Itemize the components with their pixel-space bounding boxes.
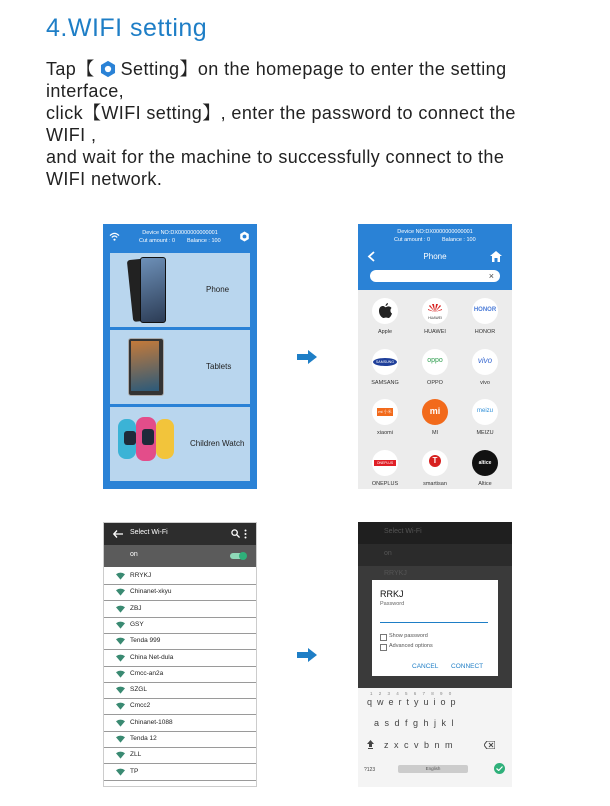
wifi-toggle[interactable] [230,553,246,559]
vivo-logo-icon: vivo [472,349,498,375]
wifi-status: on [130,551,138,558]
search-input[interactable] [370,270,500,282]
brand-name: OPPO [427,380,443,386]
wifi-signal-icon [116,719,125,727]
instruction-part: Tap【 [46,59,95,79]
wifi-network-row[interactable] [104,682,256,699]
wifi-network-name: TP [130,767,139,775]
wifi-network-row[interactable] [104,568,256,585]
brand-item[interactable] [415,298,455,335]
password-input[interactable] [380,610,488,623]
instruction-line-1 [46,58,586,80]
wifi-signal-icon [116,605,125,613]
screen-title: Phone [423,252,447,261]
wifi-signal-icon [116,637,125,645]
gear-icon [99,60,117,78]
wifi-signal-icon [116,702,125,710]
brand-name: smartisan [423,481,447,487]
category-card-tablets[interactable] [110,330,250,404]
wifi-signal-icon [116,588,125,596]
category-label: Children Watch [190,439,245,448]
huawei-logo-icon [422,298,448,324]
home-screen [103,224,257,489]
advanced-options-checkbox[interactable] [380,644,387,651]
show-password-checkbox[interactable] [380,634,387,641]
wifi-signal-icon [116,654,125,662]
password-dialog [372,580,498,676]
wifi-signal-icon [116,686,125,694]
tablet-screen [131,341,159,391]
wifi-network-name: Tenda 12 [130,735,157,742]
brand-item[interactable] [365,298,405,335]
arrow-right-icon [297,350,317,364]
clear-icon[interactable]: × [488,271,494,281]
wifi-network-row[interactable] [104,747,256,764]
more-menu-icon[interactable] [244,529,247,539]
wifi-network-name: ZBJ [130,604,142,612]
dim-network: RRYKJ [384,570,407,577]
device-number: Device NO:DX0000000000001 [397,229,473,235]
wifi-network-name: Tenda 999 [130,637,161,645]
cut-amount: Cut amount : 0 [139,238,176,244]
oppo-logo-icon: oppo [422,349,448,375]
backspace-icon[interactable] [484,741,495,749]
enter-key[interactable] [494,763,505,774]
search-icon[interactable] [231,529,240,538]
connect-button[interactable]: CONNECT [451,663,484,670]
brand-name: ONEPLUS [371,481,399,487]
brand-name: vivo [480,380,490,386]
meizu-logo-icon: meizu [472,399,498,425]
dim-status: on [384,550,392,557]
instruction-text [46,58,586,190]
samsung-logo-icon: SAMSUNG [372,349,398,375]
keyboard [358,688,512,787]
wifi-network-row[interactable] [104,698,256,715]
status-header [103,224,257,250]
wifi-signal-icon [116,621,125,629]
instruction-line-2: interface, [46,81,125,101]
apple-logo-icon [372,298,398,324]
instruction-line-3: click【WIFI setting】, enter the password to connect the [46,103,516,123]
brand-name: xiaomi [377,430,393,436]
page-title: 4.WIFI setting [46,14,208,42]
wifi-network-name: RRYKJ [130,572,152,579]
show-password-label: Show password [389,633,428,639]
watch-face [142,429,154,445]
home-icon[interactable] [490,251,502,262]
cut-amount: Cut amount : 0 [394,237,431,243]
advanced-options-label: Advanced options [389,643,433,649]
keyboard-row-3[interactable]: z x c v b n m [384,740,453,750]
wifi-toolbar [104,523,256,545]
wifi-network-name: SZGL [130,686,147,694]
gear-icon[interactable] [239,231,250,242]
shift-icon[interactable] [367,740,374,749]
instruction-line-6: WIFI network. [46,169,163,189]
wifi-network-row[interactable] [104,650,256,667]
brand-item[interactable] [465,349,505,386]
category-label: Phone [206,285,230,294]
honor-logo-icon: HONOR [472,298,498,324]
brand-item[interactable] [415,349,455,386]
phone-image [140,257,166,323]
brand-item[interactable] [415,450,455,487]
brand-name: Altice [478,481,492,487]
xiaomi-logo-icon: mi 小米 [372,399,398,425]
toolbar-title: Select Wi-Fi [130,529,168,536]
oneplus-logo-icon: ONEPLUS [372,450,398,476]
device-number: Device NO:DX0000000000001 [142,230,218,236]
wifi-network-row[interactable] [104,764,256,781]
brand-name: Apple [377,329,393,335]
watch-face [124,431,136,445]
brand-header [358,224,512,290]
instruction-line-4: WIFI , [46,125,97,145]
wifi-list-screen [103,522,257,787]
brand-item[interactable] [465,298,505,335]
keyboard-row-2[interactable]: a s d f g h j k l [374,718,454,728]
wifi-network-row[interactable] [104,584,256,601]
space-key[interactable]: English [398,765,468,773]
brand-name: HUAWEI [424,329,446,335]
brand-item[interactable] [365,399,405,436]
dim-title: Select Wi-Fi [384,528,422,535]
brand-item[interactable] [415,399,455,436]
wifi-network-name: Cmcc-an2a [130,669,164,677]
wifi-signal-icon [116,751,125,759]
instruction-line-5: and wait for the machine to successfully connect to the [46,147,505,167]
wifi-signal-icon [116,572,125,580]
phone-brand-screen [358,224,512,489]
wifi-network-name: Cmcc2 [130,702,151,710]
instruction-part: Setting】on the homepage to enter the setting [120,59,507,79]
dialog-title: RRKJ [380,589,404,599]
wifi-toggle-row [104,545,256,567]
wifi-network-name: Chinanet-xkyu [130,588,172,596]
wifi-network-row[interactable] [104,633,256,650]
smartisan-logo-icon: T [422,450,448,476]
altice-logo-icon: altice [472,450,498,476]
keyboard-row-1[interactable]: q w e r t y u i o p [367,697,456,707]
balance: Balance : 100 [442,237,476,243]
wifi-signal-icon [116,670,125,678]
keyboard-number-hints: 1 2 3 4 5 6 7 8 9 0 [370,691,452,696]
brand-name: SAMSANG [371,380,399,386]
mi-logo-icon: mi [422,399,448,425]
wifi-password-screen [358,522,512,787]
brand-item[interactable] [465,399,505,436]
dim-toolbar [358,522,512,544]
brand-item[interactable] [365,349,405,386]
checkmark-icon [496,766,503,771]
wifi-network-name: Chinanet-1088 [130,718,173,726]
brand-name: MI [431,430,439,436]
wifi-network-row[interactable] [104,666,256,683]
dim-toggle-row [358,544,512,566]
wifi-network-row[interactable] [104,617,256,634]
brand-name: MEIZU [476,430,494,436]
arrow-right-icon [297,648,317,662]
wifi-network-row[interactable] [104,601,256,618]
watch-image [156,419,174,459]
wifi-signal-icon [116,735,125,743]
svg-text:HUAWEI: HUAWEI [428,316,442,320]
back-arrow-icon[interactable] [113,530,123,538]
wifi-network-name: ZLL [130,751,142,759]
balance: Balance : 100 [187,238,221,244]
wifi-network-name: China Net-dula [130,653,174,661]
cancel-button[interactable]: CANCEL [412,663,439,670]
wifi-network-name: GSY [130,620,144,628]
category-card-children-watch[interactable] [110,407,250,481]
brand-name: HONOR [474,329,496,335]
category-label: Tablets [206,362,232,371]
brand-item[interactable] [365,450,405,487]
wifi-signal-icon [116,768,125,776]
wifi-network-row[interactable] [104,715,256,732]
symbols-key[interactable]: ?123 [364,767,376,773]
password-label: Password [380,601,405,607]
brand-item[interactable] [465,450,505,487]
wifi-network-row[interactable] [104,731,256,748]
category-card-phone[interactable] [110,253,250,327]
